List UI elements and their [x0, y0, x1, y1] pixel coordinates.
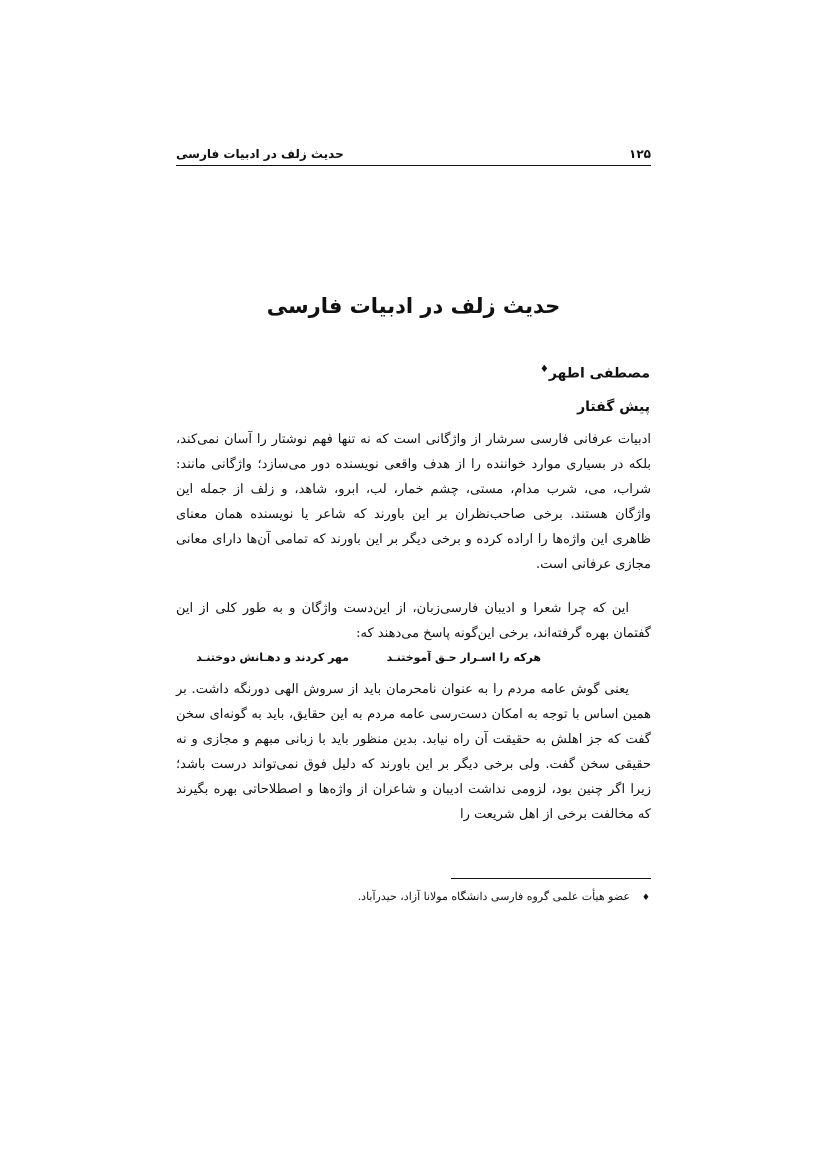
verse-couplet	[176, 648, 651, 670]
verse-hemistich-1: هرکه را اسـرار حـق آموختنـد	[386, 651, 541, 664]
author-line	[540, 364, 650, 382]
section-heading: پیش گفتار	[577, 399, 650, 415]
paragraph-3: یعنی گوش عامه مردم را به عنوان نامحرمان باید از سروش الهی دورنگه داشت. بر همین اساس با توجه به امکان دست‌رسی عامه مردم به این حقایق، باید به گونه‌ای سخن گفت که جز اهلش به حقیقت آن راه نیابد. بدین منظور باید با زبانی مبهم و مجازی و نه حقیقی سخن گفت. ولی برخی دیگر بر این باورند که دلیل فوق نمی‌تواند درست باشد؛ زیرا اگر چنین بود، لزومی نداشت ادیبان و شاعران از واژه‌ها و اصطلاحاتی بهره بگیرند که مخالفت برخی از اهل شریعت را	[176, 682, 651, 822]
footnote-rule	[451, 878, 651, 879]
author-footnote-mark[interactable]: ♦	[539, 364, 549, 375]
author-name: مصطفی اطهر	[548, 365, 650, 382]
footnote-mark: ♦	[641, 893, 650, 903]
header-rule	[176, 165, 651, 166]
running-header	[176, 145, 651, 165]
footnote	[358, 890, 650, 903]
paragraph-1: ادبیات عرفانی فارسی سرشار از واژگانی است که نه تنها فهم نوشتار را آسان نمی‌کند، بلکه در بسیاری موارد خواننده را از هدف واقعی نویسنده دور می‌سازد؛ واژگانی مانند: شراب، می، شرب مدام، مستی، چشم خمار، لب، ابرو، شاهد، و زلف از جمله این واژگان هستند. برخی صاحب‌نظران بر این باورند که شاعر یا نویسنده همان معنای ظاهری این واژه‌ها را اراده کرده و برخی دیگر بر این باورند که تمامی آن‌ها دارای معانی مجازی عرفانی است.	[176, 432, 651, 572]
running-title: حدیث زلف در ادبیات فارسی	[176, 147, 344, 161]
verse-hemistich-2: مهر کردند و دهـانش دوختنـد	[196, 651, 349, 664]
page-number: ۱۲۵	[629, 147, 651, 161]
footnote-text: عضو هیأت علمی گروه فارسی دانشگاه مولانا آزاد، حیدرآباد.	[357, 890, 630, 903]
paragraph-2: این که چرا شعرا و ادیبان فارسی‌زبان، از این‌دست واژگان و به طور کلی از این گفتمان بهره گرفته‌اند، برخی این‌گونه پاسخ می‌دهند که:	[176, 601, 651, 641]
article-title: حدیث زلف در ادبیات فارسی	[266, 294, 561, 318]
